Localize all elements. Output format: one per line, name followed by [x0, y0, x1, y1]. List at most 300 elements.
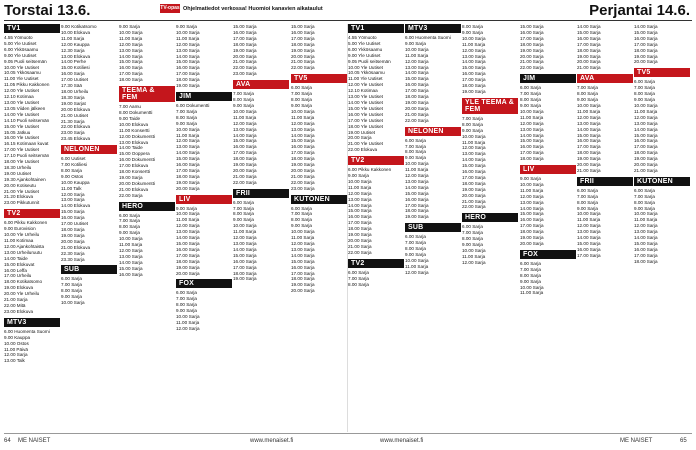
- program-listing: 8.00 Sarja: [462, 121, 483, 127]
- program-listing: 16.00 Sarja: [176, 246, 200, 252]
- listing-column: [61, 24, 117, 432]
- program-listing: 13.00 Sarja: [634, 120, 658, 126]
- program-listing: 21.00 Yle Uutiset: [348, 141, 383, 147]
- channel-header: FOX: [176, 279, 232, 288]
- program-listing: 14.00 Sarja: [291, 132, 315, 138]
- program-listing: 8.00 Sarja: [61, 167, 82, 173]
- program-listing: 18.00 Sarja: [61, 227, 85, 232]
- program-listing: 7.00 Sarja: [462, 115, 483, 121]
- program-listing: 20.00 Sarja: [405, 105, 429, 111]
- program-listing: 7.00 Sarja: [291, 211, 312, 217]
- program-listing: 12.30 Sarja: [61, 47, 85, 53]
- program-listing: 13.00 Sarja: [291, 246, 315, 252]
- program-listing: 10.00 Sarja: [176, 314, 200, 320]
- program-listing: 23.00 Sarja: [61, 130, 85, 136]
- channel-header: KUTONEN: [291, 195, 347, 204]
- channel-header: FRII: [577, 177, 633, 186]
- program-listing: 9.00 Sarja: [520, 176, 541, 182]
- program-listing: 17.00 Sarja: [291, 270, 315, 276]
- program-listing: 11.00 Sarja: [577, 217, 601, 223]
- program-listing: 7.00 Sarja: [577, 85, 598, 91]
- program-listing: 14.00 Sarja: [462, 157, 486, 163]
- program-listing: 18.00 Sarja: [634, 258, 658, 264]
- program-listing: 13.00 Sarja: [577, 229, 601, 235]
- program-listing: 19.00 Uutiset: [4, 170, 32, 176]
- program-listing: 9.00 Sarja: [176, 24, 197, 29]
- program-listing: 8.00 Sarja: [291, 217, 312, 223]
- program-listing: 21.00 Sarja: [520, 59, 544, 65]
- program-listing: 13.00 Elokuva: [61, 53, 91, 59]
- program-listing: 16.00 Leffa: [4, 267, 27, 273]
- program-listing: 17.00 Sarja: [634, 144, 658, 150]
- program-listing: 6.00 Sarja: [634, 79, 655, 85]
- program-listing: 14.00 Perhe: [61, 59, 87, 65]
- block-gap: [577, 259, 633, 262]
- program-listing: 12.00 Sarja: [119, 41, 143, 47]
- program-listing: 15.00 Yle Uutiset: [4, 123, 39, 129]
- program-listing: 12.10 Kotimaa: [348, 88, 378, 94]
- program-listing: 16.00 Sarja: [405, 196, 429, 202]
- program-listing: 19.00 Sarja: [233, 276, 257, 282]
- program-listing: 21.00 Yle Uutiset: [4, 188, 39, 194]
- program-listing: 15.00 Elokuvat: [4, 261, 35, 267]
- program-listing: 22.00 Sarja: [291, 179, 315, 185]
- program-listing: 13.00 Sarja: [634, 229, 658, 235]
- program-listing: 18.00 Sarja: [176, 77, 200, 83]
- program-listing: 17.00 Sarja: [233, 35, 257, 41]
- program-listing: 15.00 Sarja: [291, 24, 315, 29]
- program-listing: 10.00 Sarja: [405, 46, 429, 52]
- program-listing: 11.00 Sarja: [176, 132, 200, 138]
- program-listing: 20.00 Sarja: [291, 53, 315, 59]
- listing-column: [119, 24, 175, 432]
- program-listing: 10.00 Sarja: [634, 102, 658, 108]
- program-listing: 6.00 Pikku Kakkonen: [4, 220, 48, 226]
- channel-header: AVA: [233, 80, 289, 89]
- channel-header: TV2: [348, 259, 404, 268]
- channel-header: HERO: [119, 202, 175, 211]
- program-listing: 20.00 Sarja: [291, 167, 315, 173]
- program-listing: 21.00 Sarja: [577, 167, 601, 173]
- program-listing: 20.00 Sarja: [61, 238, 85, 244]
- program-listing: 20.00 Kotiseutu: [4, 182, 36, 188]
- program-listing: 15.00 Sarja: [634, 29, 658, 35]
- program-listing: 21.00 Sarja: [291, 59, 315, 65]
- program-listing: 15.00 Sarja: [520, 138, 544, 144]
- program-listing: 18.00 Sarja: [520, 41, 544, 47]
- program-listing: 17.00 Sarja: [291, 150, 315, 156]
- program-listing: 7.00 Aamu: [119, 104, 141, 110]
- program-listing: 9.00 Sarja: [462, 29, 483, 35]
- program-listing: 17.00 Sarja: [634, 41, 658, 47]
- channel-header: TV1: [348, 24, 404, 33]
- program-listing: 21.20 Elokuva: [4, 194, 34, 200]
- program-listing: 10.00 Sarja: [462, 35, 486, 41]
- program-listing: 21.00 Sarja: [233, 173, 257, 179]
- program-listing: 15.00 Sarja: [119, 59, 143, 65]
- program-listing: 12.00 Sarja: [577, 223, 601, 229]
- program-listing: 16.00 Sarja: [291, 29, 315, 35]
- program-listing: 15.00 Sarja: [176, 156, 200, 162]
- program-listing: 20.00 Sarja: [348, 238, 372, 243]
- program-listing: 14.00 Sarja: [233, 246, 257, 252]
- program-listing: 17.00 Sarja: [348, 220, 372, 226]
- program-listing: 13.00 Sarja: [176, 144, 200, 150]
- program-listing: 18.00 Sarja: [405, 208, 429, 214]
- program-listing: 6.00 Sarja: [405, 234, 426, 240]
- program-listing: 10.00 Yle Uutiset: [348, 64, 383, 70]
- program-listing: 7.00 Sarja: [577, 193, 598, 199]
- program-listing: 12.00 Sarja: [405, 269, 429, 275]
- program-listing: 9.00 Sarja: [291, 102, 312, 108]
- program-listing: 23.00 Sarja: [291, 185, 315, 191]
- left-day-title: Torstai 13.6.: [4, 2, 91, 19]
- program-listing: 12.00 Sarja: [233, 235, 257, 241]
- program-listing: 14.00 Sarja: [291, 252, 315, 258]
- program-listing: 9.00 Sarja: [405, 155, 426, 161]
- program-listing: 14.00 Sarja: [634, 24, 658, 29]
- program-listing: 21.00 Sarja: [291, 173, 315, 179]
- program-listing: 11.00 Sarja: [462, 139, 486, 145]
- program-listing: 19.00 Sarja: [634, 156, 658, 162]
- block-gap: [634, 265, 690, 268]
- listing-column: [405, 24, 461, 432]
- program-listing: 19.00 Sarja: [577, 156, 601, 162]
- program-listing: 12.00 Sarja: [291, 241, 315, 246]
- program-listing: 19.00 Uutiset: [348, 129, 376, 135]
- program-listing: 10.00 Sarja: [291, 229, 315, 235]
- header-subtitle: Ohjelmatiedot verkossa! Huomioi kanavien aikataulut: [183, 6, 323, 12]
- program-listing: 9.05 Puoli seitsemän: [4, 58, 47, 64]
- program-listing: 16.00 Sarja: [577, 138, 601, 144]
- program-listing: 13.00 Sarja: [462, 151, 486, 157]
- program-listing: 20.00 Sarja: [348, 135, 372, 141]
- program-listing: 11.00 Kotimaa: [4, 238, 34, 243]
- program-listing: 17.00 Sarja: [462, 77, 486, 83]
- program-listing: 8.00 Sarja: [405, 246, 426, 252]
- program-listing: 9.00 Sarja: [577, 97, 598, 103]
- program-listing: 17.00 Sarja: [405, 202, 429, 208]
- program-listing: 16.00 Sarja: [291, 264, 315, 270]
- program-listing: 13.00 Urheiluruutu: [4, 249, 42, 255]
- program-listing: 8.00 Sarja: [520, 97, 541, 103]
- program-listing: 14.00 Sarja: [577, 24, 601, 29]
- program-listing: 11.00 Sarja: [291, 114, 315, 120]
- program-listing: 12.00 Sarja: [462, 145, 486, 151]
- program-listing: 11.00 Sarja: [233, 229, 257, 235]
- program-listing: 15.00 Sarja: [462, 163, 486, 169]
- channel-header: MTV3: [405, 24, 461, 33]
- program-listing: 8.00 Sarja: [634, 91, 655, 97]
- program-listing: 16.00 Sarja: [119, 65, 143, 71]
- program-listing: 13.00 Sarja: [291, 126, 315, 132]
- program-listing: 8.00 Sarja: [405, 149, 426, 155]
- program-listing: 18.00 Sarja: [119, 77, 143, 83]
- program-listing: 19.30 Ajankohtainen: [4, 176, 46, 182]
- program-listing: 13.00 Elokuva: [119, 139, 149, 145]
- program-listing: 14.00 Sarja: [119, 53, 143, 59]
- channel-header: NELONEN: [61, 145, 117, 154]
- program-listing: 20.00 Sarja: [577, 59, 601, 65]
- program-listing: 9.00 Sarja: [634, 205, 655, 211]
- program-listing: 11.00 Sarja: [462, 253, 486, 259]
- program-listing: 15.00 Sarja: [176, 241, 200, 246]
- channel-header: HERO: [462, 213, 518, 222]
- program-listing: 11.00 Sarja: [119, 35, 143, 41]
- program-listing: 9.00 Sarja: [405, 40, 426, 46]
- program-listing: 12.00 Dokumentti: [119, 133, 156, 139]
- right-url[interactable]: www.menaiset.fi: [380, 438, 424, 444]
- program-listing: 16.00 Sarja: [61, 71, 85, 77]
- program-listing: 14.00 Sarja: [577, 235, 601, 241]
- program-listing: 16.00 Sarja: [176, 162, 200, 168]
- program-listing: 10.00 Elokuva: [61, 29, 91, 35]
- program-listing: 12.10 Kotimaa: [4, 94, 34, 100]
- program-listing: 21.30 Sarja: [61, 118, 85, 124]
- program-listing: 4.55 Yömuoto: [4, 35, 33, 40]
- channel-header: KUTONEN: [634, 177, 690, 186]
- program-listing: 15.00 Kotiliesi: [61, 65, 90, 71]
- program-listing: 13.00 Sarja: [61, 197, 85, 203]
- program-listing: 11.00 Yle Uutiset: [4, 76, 39, 82]
- program-listing: 19.00 Sarja: [119, 174, 143, 180]
- program-listing: 17.00 Uutiset: [61, 77, 89, 83]
- program-listing: 13.00 Sarja: [176, 229, 200, 235]
- program-listing: 14.00 Elokuva: [61, 203, 91, 209]
- program-listing: 11.00 Sarja: [462, 41, 486, 47]
- program-listing: 10.00 Sarja: [405, 161, 429, 167]
- program-listing: 16.00 Yle Uutiset: [4, 135, 39, 141]
- program-listing: 18.00 Sarja: [348, 226, 372, 232]
- program-listing: 6.00 Sarja: [61, 276, 82, 282]
- program-listing: 6.00 Uutiset: [61, 156, 86, 162]
- program-listing: 19.00 Sarja: [520, 235, 544, 241]
- program-listing: 11.00 Sarja: [119, 242, 143, 248]
- program-listing: 23.00 Pikkutunnit: [4, 200, 40, 206]
- left-url[interactable]: www.menaiset.fi: [250, 438, 294, 444]
- program-listing: 17.00 Sarja: [176, 167, 200, 173]
- channel-header: TV5: [634, 68, 690, 77]
- program-listing: 21.00 Sarja: [405, 111, 429, 117]
- program-listing: 18.00 Sarja: [462, 180, 486, 186]
- program-listing: 11.00 Sarja: [520, 290, 544, 296]
- program-listing: 12.00 Sarja: [119, 248, 143, 253]
- program-listing: 7.00 Sarja: [634, 193, 655, 199]
- program-listing: 12.00 Sarja: [634, 114, 658, 120]
- program-listing: 7.00 Sarja: [176, 296, 197, 302]
- program-listing: 17.00 Urheilu: [4, 273, 32, 279]
- program-listing: 14.00 Yle Uutiset: [4, 111, 39, 117]
- program-listing: 11.05 Pikku Kakkonen: [4, 82, 50, 88]
- program-listing: 17.00 Elokuva: [119, 163, 149, 169]
- program-listing: 6.00 Sarja: [233, 199, 254, 205]
- program-listing: 22.00 Sarja: [348, 249, 372, 255]
- program-listing: 13.00 Yle Uutiset: [4, 99, 39, 105]
- program-listing: 17.00 Sarja: [291, 35, 315, 41]
- program-listing: 7.00 Sarja: [233, 91, 254, 97]
- channel-header: AVA: [577, 74, 633, 83]
- program-listing: 9.00 Yle Uutiset: [4, 52, 37, 58]
- program-listing: 11.00 Sarja: [520, 187, 544, 193]
- program-listing: 21.00 Sarja: [462, 198, 486, 204]
- program-listing: 21.00 Sarja: [577, 65, 601, 71]
- program-listing: 18.00 Sarja: [520, 156, 544, 162]
- program-listing: 17.00 Sarja: [577, 41, 601, 47]
- program-listing: 14.00 Taide: [4, 255, 28, 261]
- program-listing: 18.00 Konsertti: [119, 169, 150, 175]
- program-listing: 17.00 Sarja: [405, 88, 429, 94]
- program-listing: 18.00 Sarja: [176, 258, 200, 264]
- program-listing: 17.00 Sarja: [520, 35, 544, 41]
- listing-column: [634, 24, 690, 432]
- program-listing: 11.00 Sarja: [61, 35, 85, 41]
- listing-column: [462, 24, 518, 432]
- program-listing: 9.00 Yle Uutiset: [348, 52, 381, 58]
- program-listing: 9.00 Sarja: [119, 24, 140, 29]
- program-listing: 22.00 Sarja: [291, 65, 315, 71]
- program-listing: 17.00 Sarja: [577, 252, 601, 258]
- program-listing: 18.00 Sarja: [233, 270, 257, 276]
- program-listing: 11.00 Sarja: [348, 184, 372, 190]
- program-listing: 18.00 Sarja: [405, 94, 429, 100]
- program-listing: 15.00 Sarja: [405, 190, 429, 196]
- program-listing: 11.00 Sarja: [176, 319, 200, 325]
- program-listing: 12.00 Sarja: [233, 120, 257, 126]
- program-listing: 15.00 Sarja: [520, 211, 544, 217]
- program-listing: 10.00 Sarja: [291, 108, 315, 114]
- program-listing: 20.00 Sarja: [176, 270, 200, 276]
- program-listing: 9.00 Ostos: [61, 173, 84, 179]
- program-listing: 17.00 Sarja: [233, 150, 257, 156]
- program-listing: 22.00 Elokuva: [348, 147, 378, 153]
- program-listing: 15.00 Sarja: [462, 65, 486, 71]
- program-listing: 12.00 Sarja: [176, 325, 200, 331]
- program-listing: 8.00 Sarja: [462, 236, 483, 242]
- program-listing: 7.00 Kotiliesi: [61, 162, 88, 168]
- program-listing: 13.00 Sarja: [348, 196, 372, 202]
- program-listing: 19.00 Sarja: [577, 53, 601, 59]
- program-listing: 16.00 Sarja: [634, 35, 658, 41]
- program-listing: 16.00 Sarja: [119, 271, 143, 277]
- program-listing: 10.00 Sarja: [520, 284, 544, 290]
- channel-header: JIM: [176, 92, 232, 101]
- program-listing: 17.00 Sarja: [119, 71, 143, 77]
- program-listing: 15.00 Sarja: [520, 24, 544, 29]
- program-listing: 12.00 Sarja: [176, 223, 200, 229]
- program-listing: 9.00 Sarja: [176, 308, 197, 314]
- program-listing: 18.00 Sarja: [462, 83, 486, 89]
- program-listing: 12.00 Sarja: [520, 120, 544, 126]
- program-listing: 6.00 Ykkösaamu: [348, 46, 383, 52]
- program-listing: 20.00 Sarja: [291, 288, 315, 294]
- program-listing: 16.00 Sarja: [520, 217, 544, 223]
- program-listing: 20.00 Sarja: [634, 162, 658, 168]
- channel-header: SUB: [61, 265, 117, 274]
- program-listing: 11.00 Sarja: [577, 108, 601, 114]
- program-listing: 14.00 Sarja: [405, 184, 429, 190]
- program-listing: 10.00 Sarja: [233, 223, 257, 229]
- channel-header: TV2: [348, 156, 404, 165]
- program-listing: 10.00 Sarja: [119, 29, 143, 35]
- program-listing: 11.00 Sarja: [291, 235, 315, 241]
- program-listing: 12.00 Yle Uutiset: [348, 82, 383, 88]
- channel-header: LIV: [520, 165, 576, 174]
- channel-header: NELONEN: [405, 127, 461, 136]
- listing-column: [291, 24, 347, 432]
- program-listing: 11.00 Sarja: [405, 167, 429, 173]
- program-listing: 6.00 Huomenta Suomi: [4, 328, 50, 334]
- program-listing: 14.00 Sarja: [634, 235, 658, 241]
- program-listing: 10.00 Sarja: [176, 211, 200, 217]
- program-listing: 11.00 Sarja: [176, 35, 200, 41]
- program-listing: 7.00 Sarja: [119, 218, 140, 224]
- program-listing: 20.00 Sarja: [520, 53, 544, 59]
- program-listing: 14.00 Sarja: [233, 132, 257, 138]
- listing-column: [348, 24, 404, 432]
- program-listing: 6.00 Pikku Kakkonen: [348, 167, 392, 173]
- program-listing: 13.00 Sarja: [405, 64, 429, 70]
- program-listing: 11.00 Sarja: [405, 52, 429, 58]
- page-footer: [0, 436, 696, 450]
- program-listing: 9.00 Sarja: [405, 252, 426, 257]
- program-listing: 16.00 Sarja: [634, 138, 658, 144]
- program-listing: 14.00 Sarja: [462, 59, 486, 65]
- program-listing: 22.00 Sarja: [405, 117, 429, 123]
- right-brand: ME NAISET: [620, 438, 653, 444]
- program-listing: 14.10 Puoli seitsemän: [4, 117, 50, 123]
- program-listing: 22.30 Sarja: [61, 250, 85, 256]
- program-listing: 14.00 Sarja: [520, 132, 544, 138]
- program-listing: 12.00 Yle Uutiset: [4, 88, 39, 94]
- program-listing: 16.00 Sarja: [405, 82, 429, 88]
- program-listing: 12.00 Ajankohtaista: [4, 243, 45, 249]
- program-listing: 8.00 Sarja: [634, 199, 655, 205]
- program-listing: 9.00 Sarja: [634, 97, 655, 103]
- program-listing: 9.00 Sarja: [176, 205, 197, 211]
- program-listing: 12.00 Sarja: [462, 47, 486, 53]
- program-listing: 19.00 Sarja: [520, 47, 544, 53]
- program-listing: 9.00 Sarja: [520, 278, 541, 284]
- program-listing: 9.00 Eurovision: [4, 226, 36, 232]
- program-listing: 18.00 Sarja: [291, 156, 315, 162]
- program-listing: 20.00 Sarja: [462, 192, 486, 198]
- program-listing: 13.00 Sarja: [462, 53, 486, 59]
- program-listing: 8.00 Sarja: [233, 97, 254, 103]
- program-listing: 18.00 Yle Uutiset: [348, 123, 383, 129]
- program-listing: 9.00 Sarja: [233, 217, 254, 223]
- program-listing: 9.05 Puoli seitsemän: [348, 58, 391, 64]
- program-listing: 20.00 Elokuva: [61, 106, 91, 112]
- program-listing: 16.00 Sarja: [520, 144, 544, 150]
- program-listing: 23.45 Elokuva: [61, 136, 91, 142]
- program-listing: 18.00 Sarja: [634, 47, 658, 53]
- program-listing: 15.00 Sarja: [291, 258, 315, 264]
- program-listing: 15.00 Sarja: [233, 24, 257, 29]
- program-listing: 9.00 Kauppa: [4, 334, 31, 340]
- program-listing: 14.00 Sarja: [405, 70, 429, 76]
- program-listing: 19.00 Elokuva: [4, 285, 34, 291]
- program-listing: 10.00 Ostos: [4, 340, 29, 346]
- block-gap: [4, 364, 60, 367]
- program-listing: 19.00 Sarja: [233, 162, 257, 168]
- program-listing: 14.00 Sarja: [348, 202, 372, 208]
- program-listing: 15.00 Sarja: [577, 132, 601, 138]
- program-listing: 21.00 Sarja: [348, 243, 372, 249]
- program-listing: 17.30 Sää: [61, 83, 82, 89]
- program-listing: 19.00 Sarja: [405, 99, 429, 105]
- program-listing: 16.00 Sarja: [577, 246, 601, 252]
- program-listing: 18.30 Urheilu: [4, 164, 32, 170]
